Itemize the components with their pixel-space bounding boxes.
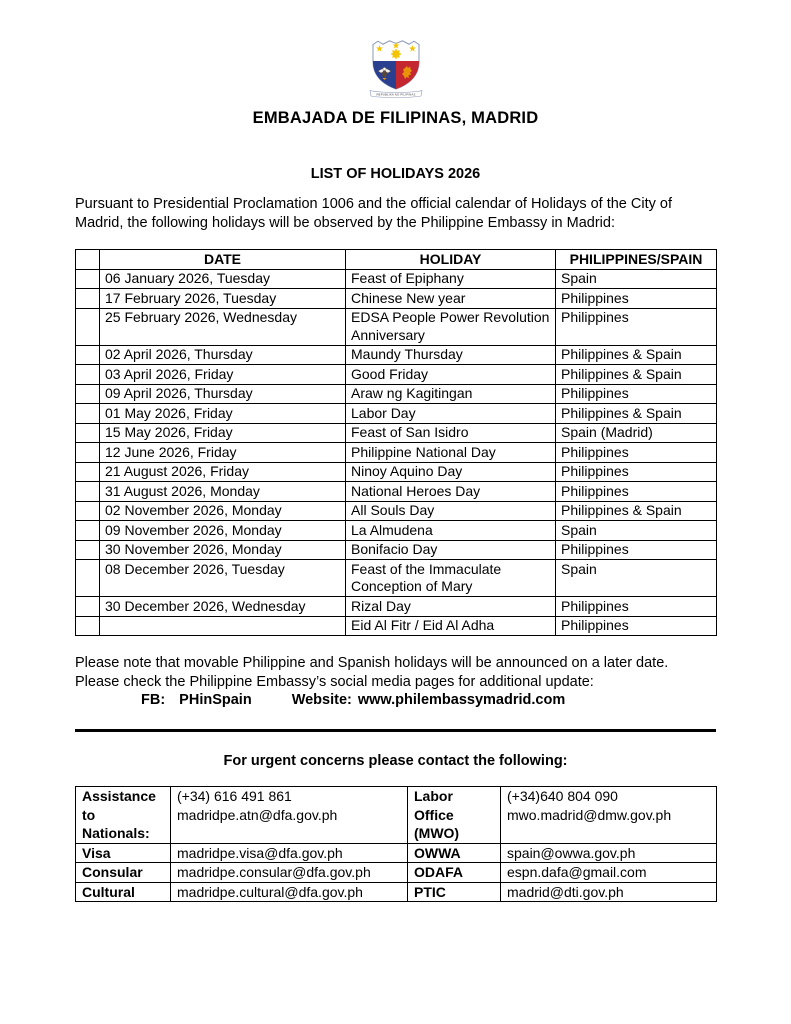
date-cell: 12 June 2026, Friday (100, 443, 346, 463)
date-cell: 25 February 2026, Wednesday (100, 308, 346, 345)
holiday-cell: Feast of San Isidro (346, 423, 556, 443)
philippine-coat-of-arms-icon (366, 36, 426, 98)
logo-banner-text: REPUBLIKA NG PILIPINAS (375, 92, 416, 97)
contact-label-right: OWWA (408, 843, 501, 863)
contact-line: madridpe.visa@dfa.gov.ph (177, 844, 343, 861)
date-cell: 02 November 2026, Monday (100, 501, 346, 521)
contact-line: madridpe.consular@dfa.gov.ph (177, 864, 371, 880)
row-marker-cell (76, 540, 100, 560)
holiday-row (76, 404, 717, 424)
row-marker-cell (76, 462, 100, 482)
country-cell: Spain (556, 560, 717, 597)
holiday-cell: Ninoy Aquino Day (346, 462, 556, 482)
contact-value-left (171, 863, 408, 883)
contact-value-right (501, 882, 717, 902)
note-paragraph: Please note that movable Philippine and Spanish holidays will be announced on a later date. Please check the Philippine Embassy’s social media pages for additional update: (75, 655, 669, 690)
date-cell: 31 August 2026, Monday (100, 482, 346, 502)
contact-line: (+34)640 804 090 (507, 788, 618, 804)
holiday-row (76, 289, 717, 309)
holiday-row (76, 560, 717, 597)
date-cell: 09 April 2026, Thursday (100, 384, 346, 404)
section-divider (75, 729, 716, 732)
date-cell: 03 April 2026, Friday (100, 365, 346, 385)
contact-label-right: ODAFA (408, 863, 501, 883)
row-marker-cell (76, 560, 100, 597)
holidays-table-body (76, 269, 717, 636)
website-url: www.philembassymadrid.com (357, 692, 566, 708)
holidays-header-row (76, 250, 717, 270)
country-cell: Philippines (556, 308, 717, 345)
date-cell: 30 December 2026, Wednesday (100, 597, 346, 617)
holidays-table (75, 249, 717, 636)
doc-heading: LIST OF HOLIDAYS 2026 (310, 166, 481, 182)
country-cell: Spain (556, 521, 717, 541)
holiday-cell: Good Friday (346, 365, 556, 385)
holiday-cell: Chinese New year (346, 289, 556, 309)
contact-line: mwo.madrid@dmw.gov.ph (507, 806, 672, 823)
row-marker-cell (76, 521, 100, 541)
holiday-cell: Araw ng Kagitingan (346, 384, 556, 404)
country-cell: Philippines (556, 384, 717, 404)
row-marker-cell (76, 616, 100, 636)
country-cell: Philippines & Spain (556, 345, 717, 365)
holiday-cell: Philippine National Day (346, 443, 556, 463)
contacts-table-body (76, 787, 717, 902)
contact-line: madrid@dti.gov.ph (507, 883, 624, 900)
country-cell: Philippines & Spain (556, 365, 717, 385)
country-cell: Spain (Madrid) (556, 423, 717, 443)
holiday-row (76, 521, 717, 541)
row-marker-cell (76, 597, 100, 617)
social-media-line (75, 692, 716, 708)
contact-value-right (501, 787, 717, 844)
holiday-cell: National Heroes Day (346, 482, 556, 502)
holiday-row (76, 423, 717, 443)
holiday-cell: Labor Day (346, 404, 556, 424)
date-cell: 06 January 2026, Tuesday (100, 269, 346, 289)
holiday-row (76, 482, 717, 502)
holiday-cell: Bonifacio Day (346, 540, 556, 560)
holiday-row (76, 365, 717, 385)
row-marker-cell (76, 365, 100, 385)
holiday-cell: Eid Al Fitr / Eid Al Adha (346, 616, 556, 636)
contact-label-left: Visa (76, 843, 171, 863)
country-cell: Philippines (556, 289, 717, 309)
holiday-row (76, 597, 717, 617)
contact-row (76, 787, 717, 844)
contact-row (76, 843, 717, 863)
contact-value-left (171, 882, 408, 902)
date-cell: 08 December 2026, Tuesday (100, 560, 346, 597)
holidays-col-country: PHILIPPINES/SPAIN (556, 250, 717, 270)
holiday-cell: All Souls Day (346, 501, 556, 521)
contact-row (76, 882, 717, 902)
contact-label-right: PTIC (408, 882, 501, 902)
row-marker-cell (76, 443, 100, 463)
contact-row (76, 863, 717, 883)
holiday-cell: Feast of the Immaculate Conception of Mary (346, 560, 556, 597)
date-cell: 02 April 2026, Thursday (100, 345, 346, 365)
date-cell: 21 August 2026, Friday (100, 462, 346, 482)
holiday-row (76, 308, 717, 345)
contact-label-left: Cultural (76, 882, 171, 902)
holiday-cell: Rizal Day (346, 597, 556, 617)
document-page (75, 0, 716, 902)
holidays-col-marker (76, 250, 100, 270)
row-marker-cell (76, 384, 100, 404)
country-cell: Philippines (556, 443, 717, 463)
contacts-table (75, 786, 717, 902)
country-cell: Philippines (556, 482, 717, 502)
country-cell: Philippines (556, 597, 717, 617)
holiday-cell: EDSA People Power Revolution Anniversary (346, 308, 556, 345)
row-marker-cell (76, 308, 100, 345)
row-marker-cell (76, 404, 100, 424)
website-label: Website: (291, 692, 352, 708)
country-cell: Spain (556, 269, 717, 289)
contact-line: espn.dafa@gmail.com (507, 864, 647, 880)
contact-label-right: Labor Office (MWO) (408, 787, 501, 844)
holiday-row (76, 501, 717, 521)
holiday-row (76, 462, 717, 482)
contact-label-left: Assistance to Nationals: (76, 787, 171, 844)
date-cell: 17 February 2026, Tuesday (100, 289, 346, 309)
holidays-col-holiday: HOLIDAY (346, 250, 556, 270)
row-marker-cell (76, 269, 100, 289)
holiday-cell: Maundy Thursday (346, 345, 556, 365)
contact-line: madridpe.atn@dfa.gov.ph (177, 806, 338, 823)
contact-value-left (171, 787, 408, 844)
holiday-cell: La Almudena (346, 521, 556, 541)
country-cell: Philippines & Spain (556, 404, 717, 424)
contact-line: madridpe.cultural@dfa.gov.ph (177, 883, 363, 900)
country-cell: Philippines (556, 540, 717, 560)
holiday-row (76, 616, 717, 636)
embassy-logo (75, 0, 716, 98)
page-title: EMBAJADA DE FILIPINAS, MADRID (252, 109, 539, 127)
contact-value-right (501, 843, 717, 863)
row-marker-cell (76, 345, 100, 365)
contact-line: (+34) 616 491 861 (177, 788, 292, 804)
holiday-row (76, 540, 717, 560)
holiday-row (76, 443, 717, 463)
fb-handle: PHinSpain (179, 692, 252, 708)
contact-line: spain@owwa.gov.ph (507, 844, 636, 861)
country-cell: Philippines (556, 462, 717, 482)
contact-label-left: Consular (76, 863, 171, 883)
fb-label: FB: (141, 692, 166, 708)
contact-value-left (171, 843, 408, 863)
country-cell: Philippines (556, 616, 717, 636)
row-marker-cell (76, 289, 100, 309)
holiday-row (76, 345, 717, 365)
country-cell: Philippines & Spain (556, 501, 717, 521)
date-cell (100, 616, 346, 636)
row-marker-cell (76, 423, 100, 443)
contact-value-right (501, 863, 717, 883)
date-cell: 15 May 2026, Friday (100, 423, 346, 443)
row-marker-cell (76, 482, 100, 502)
holiday-row (76, 384, 717, 404)
row-marker-cell (76, 501, 100, 521)
contacts-heading: For urgent concerns please contact the following: (223, 753, 568, 769)
date-cell: 01 May 2026, Friday (100, 404, 346, 424)
holidays-col-date: DATE (100, 250, 346, 270)
intro-paragraph: Pursuant to Presidential Proclamation 1006 and the official calendar of Holidays of the City of Madrid, the following holidays will be observed by the Philippine Embassy in Madrid: (75, 196, 672, 231)
holiday-cell: Feast of Epiphany (346, 269, 556, 289)
date-cell: 09 November 2026, Monday (100, 521, 346, 541)
date-cell: 30 November 2026, Monday (100, 540, 346, 560)
holiday-row (76, 269, 717, 289)
